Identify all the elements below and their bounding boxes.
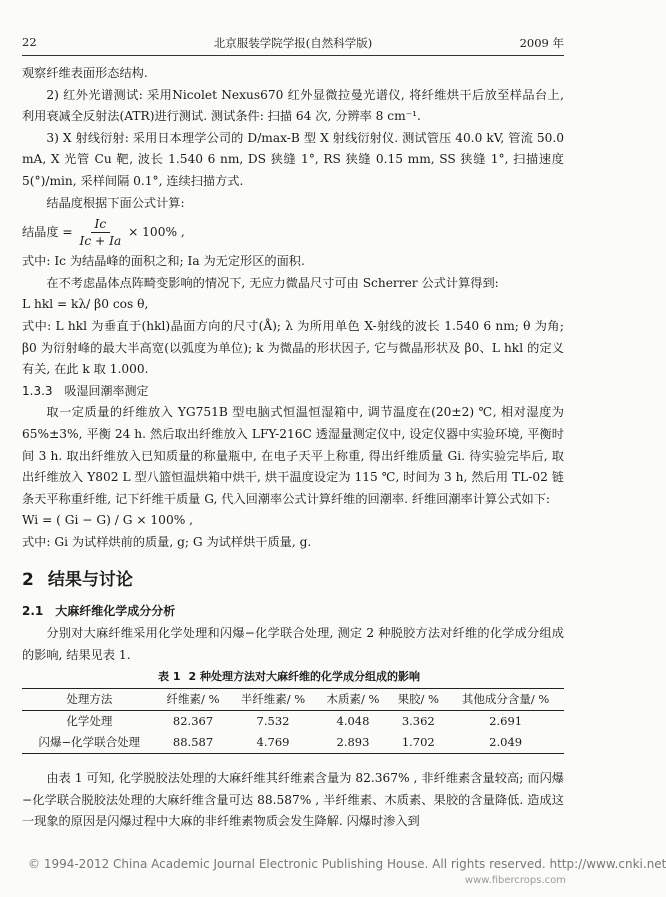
- table-cell: 4.769: [229, 732, 316, 754]
- journal-year: 2009 年: [519, 36, 564, 50]
- table-cell: 2.893: [317, 732, 390, 754]
- chemical-composition-table: [22, 688, 564, 754]
- watermark: www.fibercrops.com: [464, 875, 566, 886]
- subsection-1-3-3-heading: [22, 381, 564, 403]
- table-title: 2 种处理方法对大麻纤维的化学成分组成的影响: [188, 670, 420, 684]
- column-header: 果胶/ %: [389, 689, 447, 711]
- equation-crystallinity: [22, 216, 564, 249]
- paragraph-xrd-test: 3) X 射线衍射: 采用日本理学公司的 D/max-B 型 X 射线衍射仪. 测试管压 40.0 kV, 管流 50.0 mA, X 光管 Cu 靶, 波长 1.540 6 nm, DS 狭缝 1°, RS 狭缝 0.15 mm, SS 狭缝 1°, 扫描速度 5(°)/min, 采样间隔 0.1°, 连续扫描方式.: [22, 130, 564, 188]
- table-cell: 2.049: [447, 732, 564, 754]
- table-header-row: [22, 689, 564, 711]
- equation-scherrer: L hkl = kλ/ β0 cos θ,: [22, 297, 149, 312]
- table-caption: [22, 668, 564, 686]
- table-cell: 88.587: [157, 732, 230, 754]
- page-number: 22: [22, 35, 37, 49]
- header-rule: [22, 55, 564, 56]
- paragraph: 观察纤维表面形态结构.: [22, 66, 148, 80]
- fraction-denominator: Ic + Ia: [79, 234, 122, 249]
- equation-moisture-regain: Wi = ( Gi − G) / G × 100% ,: [22, 513, 194, 528]
- table-label: 表 1: [158, 670, 181, 684]
- paragraph-eq3-where: 式中: Gi 为试样烘前的质量, g; G 为试样烘干质量, g.: [22, 534, 312, 549]
- paragraph-2-1: 分别对大麻纤维采用化学处理和闪爆−化学联合处理, 测定 2 种脱胶方法对纤维的化学成分组成的影响, 结果见表 1.: [22, 626, 564, 662]
- table-row: [22, 732, 564, 754]
- table-cell: 7.532: [256, 714, 290, 729]
- article-body: [22, 63, 564, 833]
- subsection-title: 吸湿回潮率测定: [64, 383, 149, 398]
- table-cell: 4.048: [336, 714, 370, 729]
- paragraph-moisture: 取一定质量的纤维放入 YG751B 型电脑式恒温恒湿箱中, 调节温度在(20±2) ℃, 相对湿度为 65%±3%, 平衡 24 h. 然后取出纤维放入 LFY-216C 透湿量测定仪中, 设定仪器中实验环境, 平衡时间 3 h. 取出纤维放入已知质量的称量瓶中, 在电子天平上称重, 得出纤维质量 Gi. 待实验完毕后, 取出纤维放入 Y802 L 型八篮恒温烘箱中烘干, 烘干温度设定为 115 ℃, 时间为 3 h, 然后用 TL-02 链条天平称重纤维, 记下纤维干质量 G, 代入回潮率公式计算纤维的回潮率. 纤维回潮率计算公式如下:: [22, 405, 564, 506]
- running-header: [22, 35, 564, 53]
- paragraph-results: 由表 1 可知, 化学脱胶法处理的大麻纤维其纤维素含量为 82.367% , 非纤维素含量较高; 而闪爆−化学联合脱胶法处理的大麻纤维含量可达 88.587% , 半纤维素、木质素、果胶的含量降低. 造成这一现象的原因是闪爆过程中大麻的非纤维素物质会发生降解. 闪爆时渗入到: [22, 771, 564, 829]
- section-number: 2: [22, 570, 34, 591]
- paragraph-ir-test: 2) 红外光谱测试: 采用Nicolet Nexus670 红外显微拉曼光谱仪, 将纤维烘干后放至样品台上, 利用衰减全反射法(ATR)进行测试. 测试条件: 扫描 64 次, 分辨率 8 cm⁻¹.: [22, 87, 564, 124]
- column-header: 半纤维素/ %: [229, 689, 316, 711]
- column-header: 纤维素/ %: [157, 689, 230, 711]
- subsection-number: 2.1: [22, 604, 44, 619]
- column-header: 处理方法: [22, 689, 157, 711]
- table-cell: 化学处理: [66, 714, 113, 729]
- table-cell: 3.362: [401, 714, 435, 729]
- journal-title: 北京服装学院学报(自然科学版): [213, 36, 373, 50]
- table-cell: 2.691: [489, 714, 523, 729]
- section-title: 结果与讨论: [47, 570, 133, 591]
- subsection-number: 1.3.3: [22, 383, 53, 398]
- paragraph-eq2-where: 式中: L hkl 为垂直于(hkl)晶面方向的尺寸(Å); λ 为所用单色 X-射线的波长 1.540 6 nm; θ 为角; β0 为衍射峰的最大半高宽(以弧度为单位); k 为微晶的形状因子, 它与微晶形状及 β0、L hkl 的定义有关, 在此 k 取 1.000.: [22, 318, 564, 377]
- column-header: 木质素/ %: [317, 689, 390, 711]
- equation-fraction: [80, 216, 122, 249]
- subsection-title: 大麻纤维化学成分分析: [55, 604, 176, 619]
- fraction-numerator: Ic: [91, 216, 111, 233]
- table-row: [22, 711, 564, 733]
- table-cell: 闪爆−化学联合处理: [22, 732, 157, 754]
- paragraph-crystallinity-intro: 结晶度根据下面公式计算:: [46, 195, 185, 210]
- copyright-footer: © 1994-2012 China Academic Journal Electronic Publishing House. All rights reserved. http://www.cnki.net: [28, 857, 666, 871]
- equation-right: × 100% ,: [128, 225, 185, 240]
- paragraph-eq1-where: 式中: Ic 为结晶峰的面积之和; Ia 为无定形区的面积.: [22, 254, 305, 269]
- subsection-2-1-heading: [22, 601, 564, 623]
- section-2-heading: [22, 567, 564, 593]
- table-cell: 82.367: [172, 714, 214, 729]
- table-cell: 1.702: [389, 732, 447, 754]
- paragraph-scherrer-intro: 在不考虑晶体点阵畸变影响的情况下, 无应力微晶尺寸可由 Scherrer 公式计算得到:: [46, 275, 499, 290]
- column-header: 其他成分含量/ %: [447, 689, 564, 711]
- equation-left: 结晶度 =: [22, 225, 73, 240]
